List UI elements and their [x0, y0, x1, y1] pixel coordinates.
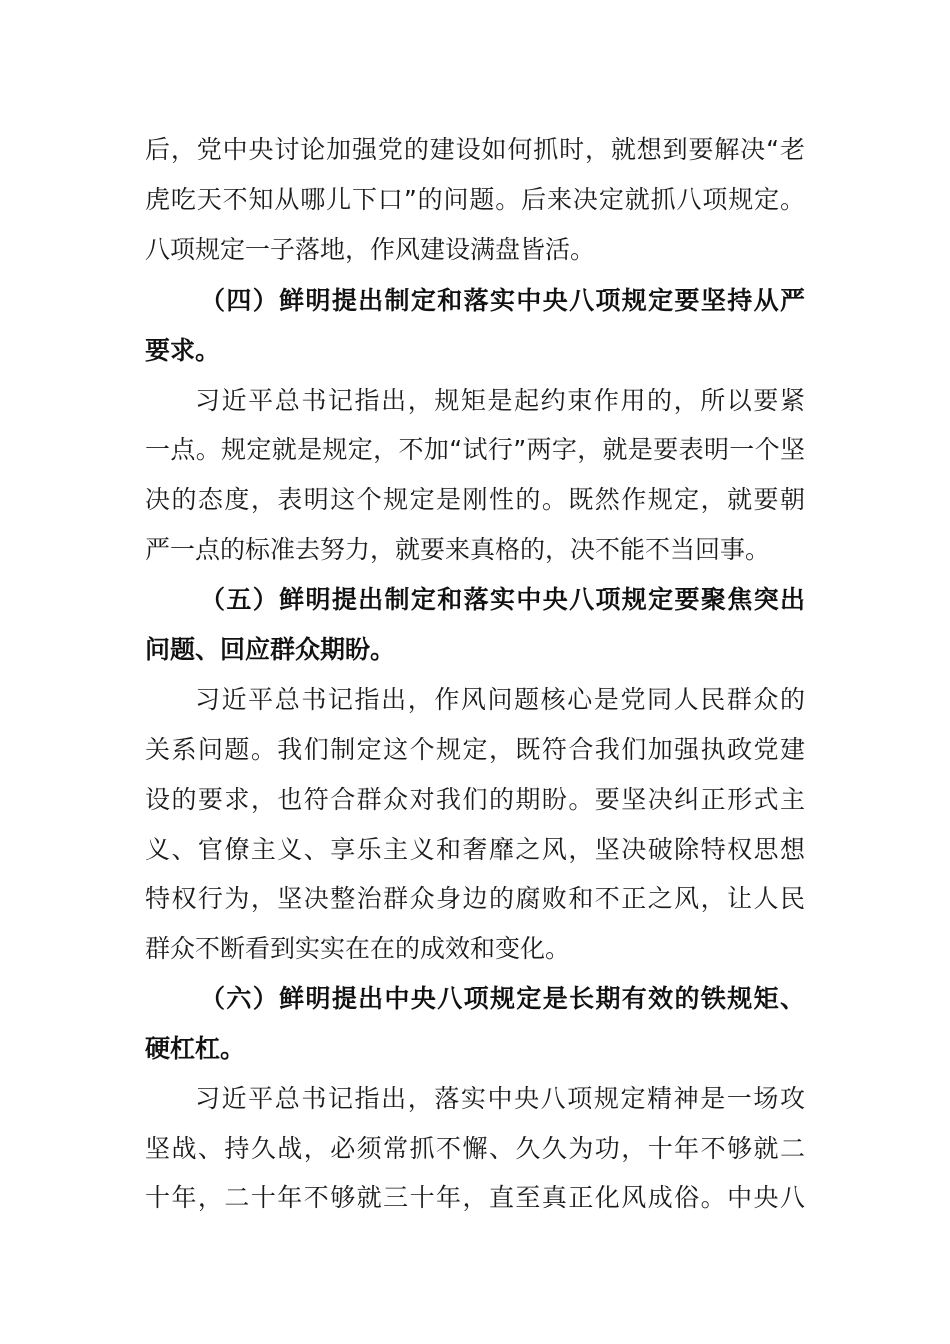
paragraph-line: 坚战、持久战，必须常抓不懈、久久为功，十年不够就二 — [145, 1134, 805, 1163]
paragraph-line: 虎吃天不知从哪儿下口”的问题。后来决定就抓八项规定。 — [145, 185, 805, 214]
paragraph-line: 习近平总书记指出，规矩是起约束作用的，所以要紧 — [195, 386, 805, 415]
paragraph-line: 习近平总书记指出，落实中央八项规定精神是一场攻 — [195, 1084, 805, 1113]
paragraph-line: 后，党中央讨论加强党的建设如何抓时，就想到要解决“老 — [145, 135, 805, 164]
paragraph-line: 关系问题。我们制定这个规定，既符合我们加强执政党建 — [145, 735, 805, 764]
paragraph-line: 一点。规定就是规定，不加“试行”两字，就是要表明一个坚 — [145, 435, 805, 464]
section-heading: （五）鲜明提出制定和落实中央八项规定要聚焦突出 — [200, 585, 805, 614]
paragraph-line: 八项规定一子落地，作风建设满盘皆活。 — [145, 235, 596, 264]
paragraph-line: 决的态度，表明这个规定是刚性的。既然作规定，就要朝 — [145, 485, 805, 514]
section-heading: 要求。 — [145, 336, 221, 365]
paragraph-line: 特权行为，坚决整治群众身边的腐败和不正之风，让人民 — [145, 884, 805, 913]
paragraph-line: 十年，二十年不够就三十年，直至真正化风成俗。中央八 — [145, 1183, 805, 1212]
section-heading: 问题、回应群众期盼。 — [145, 635, 396, 664]
section-heading: （六）鲜明提出中央八项规定是长期有效的铁规矩、 — [200, 984, 805, 1013]
paragraph-line: 义、官僚主义、享乐主义和奢靡之风，坚决破除特权思想 — [145, 835, 805, 864]
paragraph-line: 群众不断看到实实在在的成效和变化。 — [145, 934, 571, 963]
paragraph-line: 严一点的标准去努力，就要来真格的，决不能不当回事。 — [145, 535, 771, 564]
section-heading: 硬杠杠。 — [145, 1034, 246, 1063]
section-heading: （四）鲜明提出制定和落实中央八项规定要坚持从严 — [200, 286, 805, 315]
paragraph-line: 习近平总书记指出，作风问题核心是党同人民群众的 — [195, 685, 805, 714]
paragraph-line: 设的要求，也符合群众对我们的期盼。要坚决纠正形式主 — [145, 785, 805, 814]
